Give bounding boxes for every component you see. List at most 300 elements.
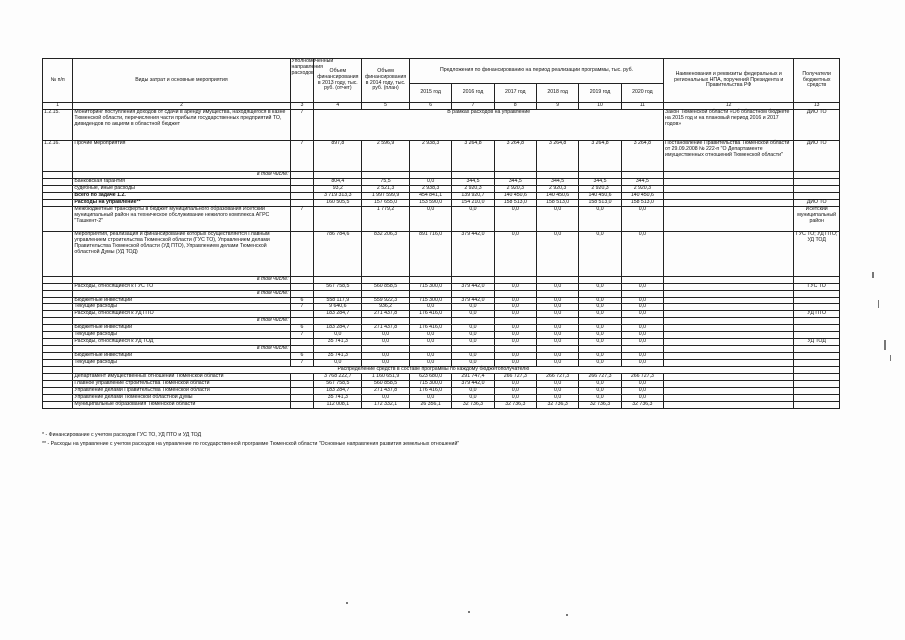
row-code: 7 bbox=[290, 304, 314, 311]
row-code: 7 bbox=[290, 360, 314, 367]
subheading-label: в том числе: bbox=[73, 290, 290, 297]
value-cell: 0,0 bbox=[314, 360, 362, 367]
value-cell: 0,0 bbox=[494, 353, 536, 360]
value-cell: 897,8 bbox=[314, 140, 362, 171]
header-row bbox=[43, 59, 840, 84]
scan-mark bbox=[468, 611, 470, 613]
value-cell: 0,0 bbox=[621, 206, 663, 231]
row-recipient bbox=[794, 297, 840, 304]
row-name: Межбюджетные трансферты в бюджет муниципального образования Исетский муниципальный район на техническое обслуживание нежилого комплекса АГРС "Ташкент-2" bbox=[73, 206, 290, 231]
row-code bbox=[290, 339, 314, 346]
subheading-label: в том числе: bbox=[73, 171, 290, 178]
value-cell: 0,0 bbox=[579, 283, 621, 290]
value-cell: 786 784,6 bbox=[314, 231, 362, 276]
row-npa bbox=[664, 339, 794, 346]
column-number: 13 bbox=[794, 103, 840, 110]
value-cell: 32 736,3 bbox=[621, 402, 663, 409]
subheading-label: в том числе: bbox=[73, 276, 290, 283]
row-id bbox=[43, 367, 73, 374]
value-cell: 0,0 bbox=[579, 325, 621, 332]
value-cell: 891 716,0 bbox=[409, 231, 451, 276]
value-cell: 0,0 bbox=[536, 325, 578, 332]
header-num: № п/п bbox=[43, 59, 73, 103]
value-cell: 35 741,3 bbox=[314, 353, 362, 360]
value-cell: 559 922,3 bbox=[362, 297, 410, 304]
value-cell: 0,0 bbox=[536, 231, 578, 276]
row-id bbox=[43, 388, 73, 395]
table-cell bbox=[314, 290, 362, 297]
value-cell: 0,0 bbox=[621, 283, 663, 290]
table-cell bbox=[664, 381, 794, 388]
value-cell bbox=[314, 206, 362, 231]
column-number: 11 bbox=[621, 103, 663, 110]
row-id bbox=[43, 339, 73, 346]
row-recipient: ДИО ТО bbox=[794, 199, 840, 206]
value-cell: 0,0 bbox=[579, 353, 621, 360]
value-cell: 0,0 bbox=[409, 178, 451, 185]
value-cell: 266 727,3 bbox=[579, 374, 621, 381]
value-cell: 379 442,0 bbox=[452, 297, 494, 304]
value-cell: 158 513,0 bbox=[621, 199, 663, 206]
value-cell: 0,0 bbox=[409, 304, 451, 311]
table-row bbox=[43, 339, 840, 346]
value-cell: 35 741,3 bbox=[314, 395, 362, 402]
value-cell: 0,0 bbox=[536, 339, 578, 346]
header-year: 2019 год bbox=[579, 84, 621, 103]
value-cell: 140 450,6 bbox=[494, 192, 536, 199]
value-cell: 0,0 bbox=[536, 311, 578, 318]
row-npa bbox=[664, 297, 794, 304]
value-cell: 93,2 bbox=[314, 185, 362, 192]
value-cell: 0,0 bbox=[494, 395, 536, 402]
value-cell: 0,0 bbox=[494, 339, 536, 346]
row-id bbox=[43, 276, 73, 283]
value-cell: 0,0 bbox=[536, 304, 578, 311]
value-cell: 832 206,3 bbox=[362, 231, 410, 276]
table-cell bbox=[794, 374, 840, 381]
table-cell bbox=[409, 290, 451, 297]
row-code: 7 bbox=[290, 109, 314, 140]
header-year: 2017 год bbox=[494, 84, 536, 103]
value-cell: 139 920,7 bbox=[452, 192, 494, 199]
row-id bbox=[43, 311, 73, 318]
header-authority: Уполномоченный направления расходов bbox=[290, 59, 314, 103]
column-number: 12 bbox=[664, 103, 794, 110]
row-id bbox=[43, 297, 73, 304]
row-id bbox=[43, 374, 73, 381]
value-cell: 0,0 bbox=[362, 339, 410, 346]
value-cell: 379 442,0 bbox=[452, 231, 494, 276]
recipient-name: Главное управление строительства Тюменской области bbox=[73, 381, 290, 388]
value-cell: 0,0 bbox=[362, 353, 410, 360]
table-row bbox=[43, 178, 840, 185]
row-code bbox=[290, 395, 314, 402]
value-cell: 0,0 bbox=[621, 381, 663, 388]
value-cell: 0,0 bbox=[621, 304, 663, 311]
row-id bbox=[43, 360, 73, 367]
value-cell: 32 736,3 bbox=[494, 402, 536, 409]
header-2014: Объем финансирования в 2014 году, тыс. руб. (план) bbox=[362, 59, 410, 103]
table-row bbox=[43, 283, 840, 290]
row-code bbox=[290, 311, 314, 318]
scan-mark bbox=[878, 300, 879, 308]
row-id bbox=[43, 346, 73, 353]
value-cell: 0,0 bbox=[579, 231, 621, 276]
row-name: Расходы, относящиеся к УД ТОД bbox=[73, 339, 290, 346]
value-cell: 9 640,6 bbox=[314, 304, 362, 311]
value-cell: 112 008,1 bbox=[314, 402, 362, 409]
value-cell: 558 117,9 bbox=[314, 297, 362, 304]
value-cell: 0,0 bbox=[579, 388, 621, 395]
value-cell: 1 160 651,9 bbox=[362, 374, 410, 381]
value-cell: 0,0 bbox=[452, 206, 494, 231]
value-cell: 0,0 bbox=[494, 381, 536, 388]
row-npa bbox=[664, 311, 794, 318]
row-id: 1.2.15. bbox=[43, 109, 73, 140]
value-cell: 271 437,8 bbox=[362, 325, 410, 332]
table-cell bbox=[794, 171, 840, 178]
value-cell: 0,0 bbox=[494, 332, 536, 339]
recipient-name: Департамент имущественных отношений Тюменской области bbox=[73, 374, 290, 381]
table-cell bbox=[794, 388, 840, 395]
row-id bbox=[43, 402, 73, 409]
header-recipients: Получатели бюджетных средств bbox=[794, 59, 840, 103]
row-code bbox=[290, 231, 314, 276]
value-cell: 2 596,9 bbox=[362, 140, 410, 171]
row-recipient: ДИО ТО bbox=[794, 109, 840, 140]
table-cell bbox=[664, 402, 794, 409]
table-cell bbox=[362, 290, 410, 297]
header-npa: Наименования и реквизиты федеральных и региональных НПА, поручений Президента и Правительства РФ bbox=[664, 59, 794, 103]
column-number: 1 bbox=[43, 103, 73, 110]
value-cell: 0,0 bbox=[494, 297, 536, 304]
value-cell: 183 284,7 bbox=[314, 325, 362, 332]
row-id bbox=[43, 332, 73, 339]
row-name: Мониторинг поступления доходов от сдачи в аренду имущества, находящегося в казне Тюменской области, перечисления части прибыли государственных предприятий ТО, дивидендов по акциям в областной бюджет bbox=[73, 109, 290, 140]
column-number: 8 bbox=[494, 103, 536, 110]
value-cell: 0,0 bbox=[536, 297, 578, 304]
value-cell: 158 513,0 bbox=[494, 199, 536, 206]
row-id bbox=[43, 304, 73, 311]
scan-mark bbox=[884, 340, 886, 350]
row-recipient: Исетский муниципальный район bbox=[794, 206, 840, 231]
value-cell: 0,0 bbox=[536, 332, 578, 339]
scan-mark bbox=[346, 602, 348, 604]
table-row bbox=[43, 311, 840, 318]
row-code bbox=[290, 192, 314, 199]
value-cell: 140 450,6 bbox=[536, 192, 578, 199]
table-row bbox=[43, 332, 840, 339]
subheading-label: в том числе: bbox=[73, 346, 290, 353]
value-cell: 0,0 bbox=[579, 339, 621, 346]
row-id bbox=[43, 185, 73, 192]
row-name: Текущие расходы bbox=[73, 360, 290, 367]
value-cell: 0,0 bbox=[494, 311, 536, 318]
table-cell bbox=[452, 290, 494, 297]
value-cell: 35 741,3 bbox=[314, 339, 362, 346]
header-year: 2018 год bbox=[536, 84, 578, 103]
row-id bbox=[43, 178, 73, 185]
row-recipient bbox=[794, 353, 840, 360]
recipient-name: Управление делами Тюменской областной Думы bbox=[73, 395, 290, 402]
table-row bbox=[43, 325, 840, 332]
value-cell: 344,5 bbox=[494, 178, 536, 185]
table-cell bbox=[794, 367, 840, 374]
value-cell: 3 768 222,7 bbox=[314, 374, 362, 381]
table-cell bbox=[290, 276, 314, 283]
table-cell bbox=[664, 395, 794, 402]
row-name: Бюджетные инвестиции bbox=[73, 297, 290, 304]
value-cell: 0,0 bbox=[494, 388, 536, 395]
value-cell: 0,0 bbox=[494, 304, 536, 311]
row-recipient: ДИО ТО bbox=[794, 140, 840, 171]
row-code: 6 bbox=[290, 325, 314, 332]
value-cell: 0,0 bbox=[536, 206, 578, 231]
value-cell: 3 264,8 bbox=[452, 140, 494, 171]
value-cell: 3 264,8 bbox=[494, 140, 536, 171]
value-cell: 0,0 bbox=[362, 332, 410, 339]
value-cell: 0,0 bbox=[621, 325, 663, 332]
value-cell: 158 513,0 bbox=[536, 199, 578, 206]
value-cell: 715 300,0 bbox=[409, 297, 451, 304]
value-cell: 2 521,3 bbox=[362, 185, 410, 192]
value-cell: 1 997 599,9 bbox=[362, 192, 410, 199]
value-cell: 0,0 bbox=[409, 360, 451, 367]
row-id: 1.2.16. bbox=[43, 140, 73, 171]
table-cell bbox=[664, 388, 794, 395]
table-cell bbox=[664, 374, 794, 381]
value-cell: 266 727,3 bbox=[494, 374, 536, 381]
value-cell: 266 727,3 bbox=[621, 374, 663, 381]
value-cell: 0,0 bbox=[579, 304, 621, 311]
value-cell: 0,0 bbox=[536, 360, 578, 367]
value-cell: 0,0 bbox=[494, 206, 536, 231]
value-cell: 183 284,7 bbox=[314, 388, 362, 395]
row-recipient: ГУС ТО; УД ПТО; УД ТОД bbox=[794, 231, 840, 276]
value-cell: 0,0 bbox=[452, 388, 494, 395]
header-year: 2020 год bbox=[621, 84, 663, 103]
value-cell: 0,0 bbox=[409, 353, 451, 360]
value-cell: 266 727,3 bbox=[536, 374, 578, 381]
row-code bbox=[290, 388, 314, 395]
value-cell: 32 736,3 bbox=[536, 402, 578, 409]
table-cell bbox=[290, 171, 314, 178]
row-id bbox=[43, 231, 73, 276]
merged-note: В рамках расходов на управление bbox=[314, 109, 664, 140]
value-cell: 183 284,7 bbox=[314, 311, 362, 318]
table-row bbox=[43, 297, 840, 304]
value-cell: 0,0 bbox=[362, 395, 410, 402]
row-recipient: УД ТОД bbox=[794, 339, 840, 346]
row-name: Мероприятия, реализация и финансирование которых осуществляется Главным управлением строительства Тюменской области (ГУС ТО), Управлением делами Правительства Тюменской области (УД ПТО), Управлением делами Тюменской областной Думы (УД ТОД) bbox=[73, 231, 290, 276]
value-cell: 0,0 bbox=[579, 360, 621, 367]
value-cell: 2 920,3 bbox=[494, 185, 536, 192]
value-cell: 3 264,8 bbox=[621, 140, 663, 171]
value-cell: 0,0 bbox=[579, 206, 621, 231]
value-cell: 0,0 bbox=[536, 283, 578, 290]
footnote-1: * - Финансирование с учетом расходов ГУС ТО, УД ПТО и УД ТОД bbox=[42, 432, 202, 438]
value-cell: 140 450,6 bbox=[579, 192, 621, 199]
column-number: 7 bbox=[452, 103, 494, 110]
column-number: 3 bbox=[290, 103, 314, 110]
value-cell: 0,0 bbox=[536, 395, 578, 402]
row-name: Расходы, относящиеся к УД ПТО bbox=[73, 311, 290, 318]
value-cell: 0,0 bbox=[621, 231, 663, 276]
value-cell: 0,0 bbox=[362, 360, 410, 367]
scan-mark bbox=[890, 355, 891, 361]
header-year: 2015 год bbox=[409, 84, 451, 103]
table-cell bbox=[794, 402, 840, 409]
recipient-name: Управление делами Правительства Тюменской области bbox=[73, 388, 290, 395]
value-cell: 0,0 bbox=[536, 381, 578, 388]
value-cell: 32 736,3 bbox=[452, 402, 494, 409]
value-cell: 715 300,0 bbox=[409, 283, 451, 290]
subheading-row bbox=[43, 290, 840, 297]
value-cell: 0,0 bbox=[409, 339, 451, 346]
value-cell: 157 655,0 bbox=[362, 199, 410, 206]
row-recipient bbox=[794, 178, 840, 185]
value-cell: 0,0 bbox=[452, 360, 494, 367]
financing-table bbox=[42, 58, 840, 409]
row-id bbox=[43, 325, 73, 332]
value-cell: 176 416,0 bbox=[409, 311, 451, 318]
value-cell: 26 356,1 bbox=[409, 402, 451, 409]
row-recipient bbox=[794, 325, 840, 332]
value-cell: 160 505,5 bbox=[314, 199, 362, 206]
header-2013: Объем финансирования в 2013 году, тыс. руб. (отчет) bbox=[314, 59, 362, 103]
value-cell: 0,0 bbox=[621, 353, 663, 360]
row-code: 6 bbox=[290, 353, 314, 360]
value-cell: 2 920,3 bbox=[579, 185, 621, 192]
row-id bbox=[43, 353, 73, 360]
row-npa bbox=[664, 178, 794, 185]
row-name: Текущие расходы bbox=[73, 304, 290, 311]
distribution-row bbox=[43, 402, 840, 409]
table-cell bbox=[794, 346, 840, 353]
value-cell: 0,0 bbox=[579, 311, 621, 318]
value-cell: 0,0 bbox=[452, 353, 494, 360]
value-cell: 0,0 bbox=[621, 395, 663, 402]
row-id bbox=[43, 290, 73, 297]
row-name: Бюджетные инвестиции bbox=[73, 353, 290, 360]
value-cell: 1 779,2 bbox=[362, 206, 410, 231]
value-cell: 0,0 bbox=[536, 388, 578, 395]
value-cell: 379 442,0 bbox=[452, 381, 494, 388]
value-cell: 0,0 bbox=[452, 332, 494, 339]
column-number: 5 bbox=[362, 103, 410, 110]
value-cell: 0,0 bbox=[452, 325, 494, 332]
row-id bbox=[43, 199, 73, 206]
footnote-2: ** - Расходы на управление с учетом расходов на управление по государственной программе Тюменской области "Основные направления развития земельных отношений" bbox=[42, 441, 460, 447]
value-cell: 0,0 bbox=[621, 311, 663, 318]
value-cell: 172 332,1 bbox=[362, 402, 410, 409]
row-npa bbox=[664, 206, 794, 231]
row-code bbox=[290, 185, 314, 192]
table-cell bbox=[794, 381, 840, 388]
table-cell bbox=[794, 395, 840, 402]
value-cell: 0,0 bbox=[579, 381, 621, 388]
row-id bbox=[43, 318, 73, 325]
table-cell bbox=[794, 290, 840, 297]
value-cell: 0,0 bbox=[494, 360, 536, 367]
distribution-title: Распределение средств в составе программы по каждому бюджетополучателю bbox=[73, 367, 794, 374]
value-cell: 344,5 bbox=[452, 178, 494, 185]
row-id bbox=[43, 395, 73, 402]
row-id bbox=[43, 283, 73, 290]
row-npa bbox=[664, 231, 794, 276]
row-code bbox=[290, 178, 314, 185]
row-code bbox=[290, 374, 314, 381]
value-cell: 0,0 bbox=[621, 388, 663, 395]
value-cell: 0,0 bbox=[494, 325, 536, 332]
value-cell: 75,5 bbox=[362, 178, 410, 185]
row-npa bbox=[664, 199, 794, 206]
value-cell: 271 437,8 bbox=[362, 311, 410, 318]
value-cell: 0,0 bbox=[621, 360, 663, 367]
table-row bbox=[43, 353, 840, 360]
value-cell: 0,0 bbox=[452, 304, 494, 311]
column-number: 6 bbox=[409, 103, 451, 110]
column-number: 10 bbox=[579, 103, 621, 110]
value-cell: 271 437,8 bbox=[362, 388, 410, 395]
row-id bbox=[43, 171, 73, 178]
row-recipient bbox=[794, 360, 840, 367]
value-cell: 560 858,5 bbox=[362, 381, 410, 388]
subheading-label: в том числе: bbox=[73, 318, 290, 325]
value-cell: 0,0 bbox=[494, 283, 536, 290]
row-npa bbox=[664, 304, 794, 311]
row-recipient bbox=[794, 185, 840, 192]
value-cell: 2 920,3 bbox=[536, 185, 578, 192]
value-cell: 2 920,3 bbox=[621, 185, 663, 192]
table-cell bbox=[290, 290, 314, 297]
value-cell: 344,5 bbox=[536, 178, 578, 185]
value-cell: 560 858,5 bbox=[362, 283, 410, 290]
value-cell: 153 590,0 bbox=[409, 199, 451, 206]
row-recipient: ГУС ТО bbox=[794, 283, 840, 290]
row-npa bbox=[664, 283, 794, 290]
value-cell: 291 747,4 bbox=[452, 374, 494, 381]
table-row bbox=[43, 231, 840, 276]
row-name: Текущие расходы bbox=[73, 332, 290, 339]
row-name: Банковская гарантия bbox=[73, 178, 290, 185]
value-cell: 623 680,0 bbox=[409, 374, 451, 381]
value-cell: 0,0 bbox=[314, 332, 362, 339]
table-cell bbox=[536, 290, 578, 297]
table-cell bbox=[621, 290, 663, 297]
table-cell bbox=[579, 290, 621, 297]
row-name: судебные, иные расходы bbox=[73, 185, 290, 192]
value-cell: 567 758,5 bbox=[314, 283, 362, 290]
recipient-name: Муниципальные образования Тюменской области bbox=[73, 402, 290, 409]
table-cell bbox=[494, 290, 536, 297]
table-row bbox=[43, 109, 840, 140]
value-cell: 0,0 bbox=[409, 206, 451, 231]
row-npa bbox=[664, 360, 794, 367]
value-cell: 0,0 bbox=[494, 231, 536, 276]
row-code bbox=[290, 402, 314, 409]
table-cell bbox=[794, 318, 840, 325]
value-cell: 32 736,3 bbox=[579, 402, 621, 409]
table-cell bbox=[664, 290, 794, 297]
value-cell: 0,0 bbox=[536, 353, 578, 360]
row-npa bbox=[664, 325, 794, 332]
header-proposals: Предложения по финансированию на период реализации программы, тыс. руб. bbox=[409, 59, 663, 84]
row-id bbox=[43, 206, 73, 231]
value-cell: 0,0 bbox=[579, 332, 621, 339]
row-npa: Закон Тюменской области «Об областном бюджете на 2015 год и на плановый период 2016 и 2017 годов» bbox=[664, 109, 794, 140]
row-npa: Постановление Правительства Тюменской области от 29.09.2008 № 222-п "О Департаменте имущественных отношений Тюменской области" bbox=[664, 140, 794, 171]
